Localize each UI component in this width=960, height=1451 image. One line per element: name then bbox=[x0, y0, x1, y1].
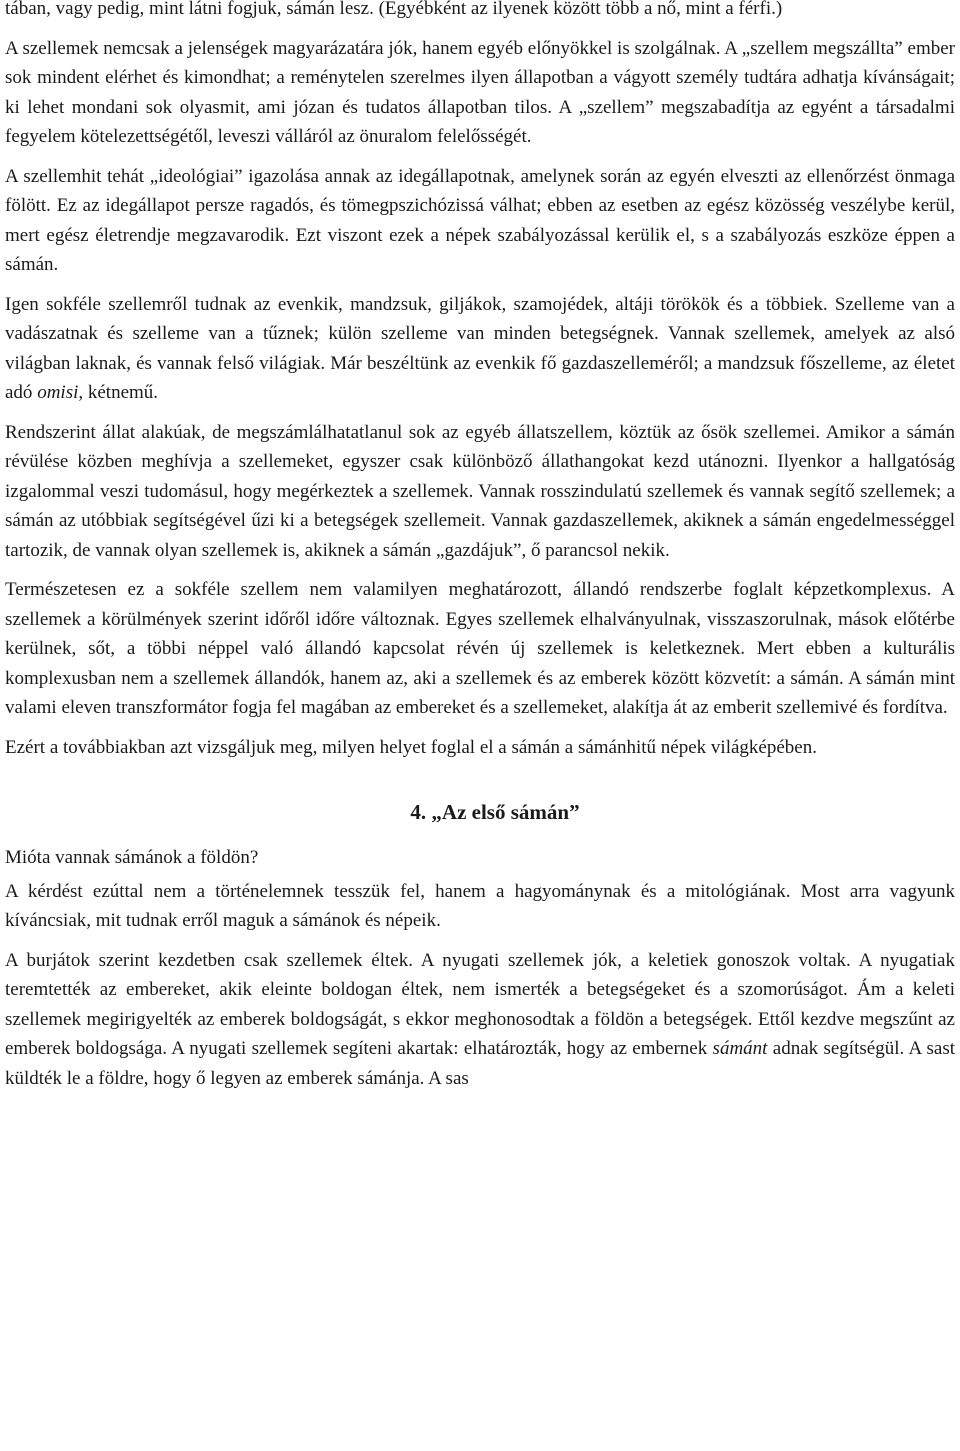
question-line: Mióta vannak sámánok a földön? bbox=[5, 847, 259, 868]
paragraph-text: adnak segítségül. A sast küldték le a földre, hogy ő legyen az emberek sámánja. A sas bbox=[5, 1038, 956, 1089]
paragraph bbox=[5, 290, 955, 408]
paragraph: Ezért a továbbiakban azt vizsgáljuk meg, milyen helyet foglal el a sámán a sámánhitű népek világképében. bbox=[5, 736, 817, 758]
paragraph: Rendszerint állat alakúak, de megszámlálhatatlanul sok az egyéb állatszellem, köztük az ősök szellemei. Amikor a sámán révülése közben meghívja a szellemeket, egyszer csak különböző állathangokat kezd utánozni. Ilyenkor a hallgatóság izgalommal veszi tudomásul, hogy megérkeztek a szellemek. Vannak rosszindulatú szellemek és vannak segítő szellemek; a sámán az utóbbiak segítségével űzi ki a betegségek szellemeit. Vannak gazdaszellemek, akiknek a sámán engedelmességgel tartozik, de vannak olyan szellemek is, akiknek a sámán „gazdájuk”, ő parancsol nekik. bbox=[5, 421, 955, 561]
paragraph: A kérdést ezúttal nem a történelemnek tesszük fel, hanem a hagyománynak és a mitológiának. Most arra vagyunk kíváncsiak, mit tudnak erről maguk a sámánok és népeik. bbox=[5, 880, 955, 931]
emphasis-text: sámánt bbox=[712, 1038, 768, 1059]
paragraph: A szellemhit tehát „ideológiai” igazolása annak az idegállapotnak, amelynek során az egyén elveszti az ellenőrzést önmaga fölött. Ez az idegállapot persze ragadós, és tömegpszichózissá válhat; ebben az esetben az egész közösség veszélybe kerül, mert egész életrendje megzavarodik. Ezt viszont ezek a népek szabályozással kerülik el, s a szabályozás eszköze éppen a sámán. bbox=[5, 165, 955, 275]
paragraph-text: A burjátok szerint kezdetben csak szellemek éltek. A nyugati szellemek jók, a keletiek gonoszok voltak. A nyugatiak teremtették az embereket, akik eleinte boldogan éltek, nem ismerték a betegségeket és a szomorúságot. Ám a keleti szellemek megirigyelték az emberek boldogságát, s ekkor meghonosodtak a földön a betegségek. Ettől kezdve megszűnt az emberek boldogsága. A nyugati szellemek segíteni akartak: elhatározták, hogy az embernek bbox=[5, 949, 955, 1059]
emphasis-text: omisi bbox=[37, 382, 79, 403]
paragraph-text: , kétnemű. bbox=[78, 382, 159, 403]
paragraph bbox=[5, 946, 955, 1094]
paragraph: A szellemek nemcsak a jelenségek magyarázatára jók, hanem egyéb előnyökkel is szolgálnak. A „szellem megszállta” ember sok mindent elérhet és kimondhat; a reménytelen szerelmes ilyen állapotban a vágyott személy tudtára adhatja kívánságait; ki lehet mondani sok olyasmit, ami józan és tudatos állapotban tilos. A „szellem” megszabadítja az egyént a társadalmi fegyelem kötelezettségétől, leveszi válláról az önuralom felelősségét. bbox=[5, 37, 955, 147]
chapter-title: 4. „Az első sámán” bbox=[410, 800, 580, 824]
paragraph: Természetesen ez a sokféle szellem nem valamilyen meghatározott, állandó rendszerbe foglalt képzetkomplexus. A szellemek a körülmények szerint időről időre változnak. Egyes szellemek elhalványulnak, visszaszorulnak, mások előtérbe kerülnek, sőt, a többi néppel való állandó kapcsolat révén új szellemek is keletkeznek. Mert ebben a kulturális komplexusban nem a szellemek állandók, hanem az, aki a szellemek és az emberek között közvetít: a sámán. A sámán mint valami eleven transzformátor fogja fel magában az embereket és a szellemeket, alakítja át az emberit szellemivé és fordítva. bbox=[5, 579, 955, 718]
paragraph-text: Igen sokféle szellemről tudnak az evenkik, mandzsuk, giljákok, szamojédek, altáji törökök és a többiek. Szelleme van a vadászatnak és szelleme van a tűznek; külön szelleme van minden betegségnek. Vannak szellemek, amelyek az alsó világban laknak, és vannak felső világiak. Már beszéltünk az evenkik fő gazdaszelleméről; a mandzsuk főszelleme, az életet adó bbox=[5, 293, 955, 403]
paragraph: tában, vagy pedig, mint látni fogjuk, sámán lesz. (Egyébként az ilyenek között több a nő, mint a férfi.) bbox=[5, 0, 783, 19]
